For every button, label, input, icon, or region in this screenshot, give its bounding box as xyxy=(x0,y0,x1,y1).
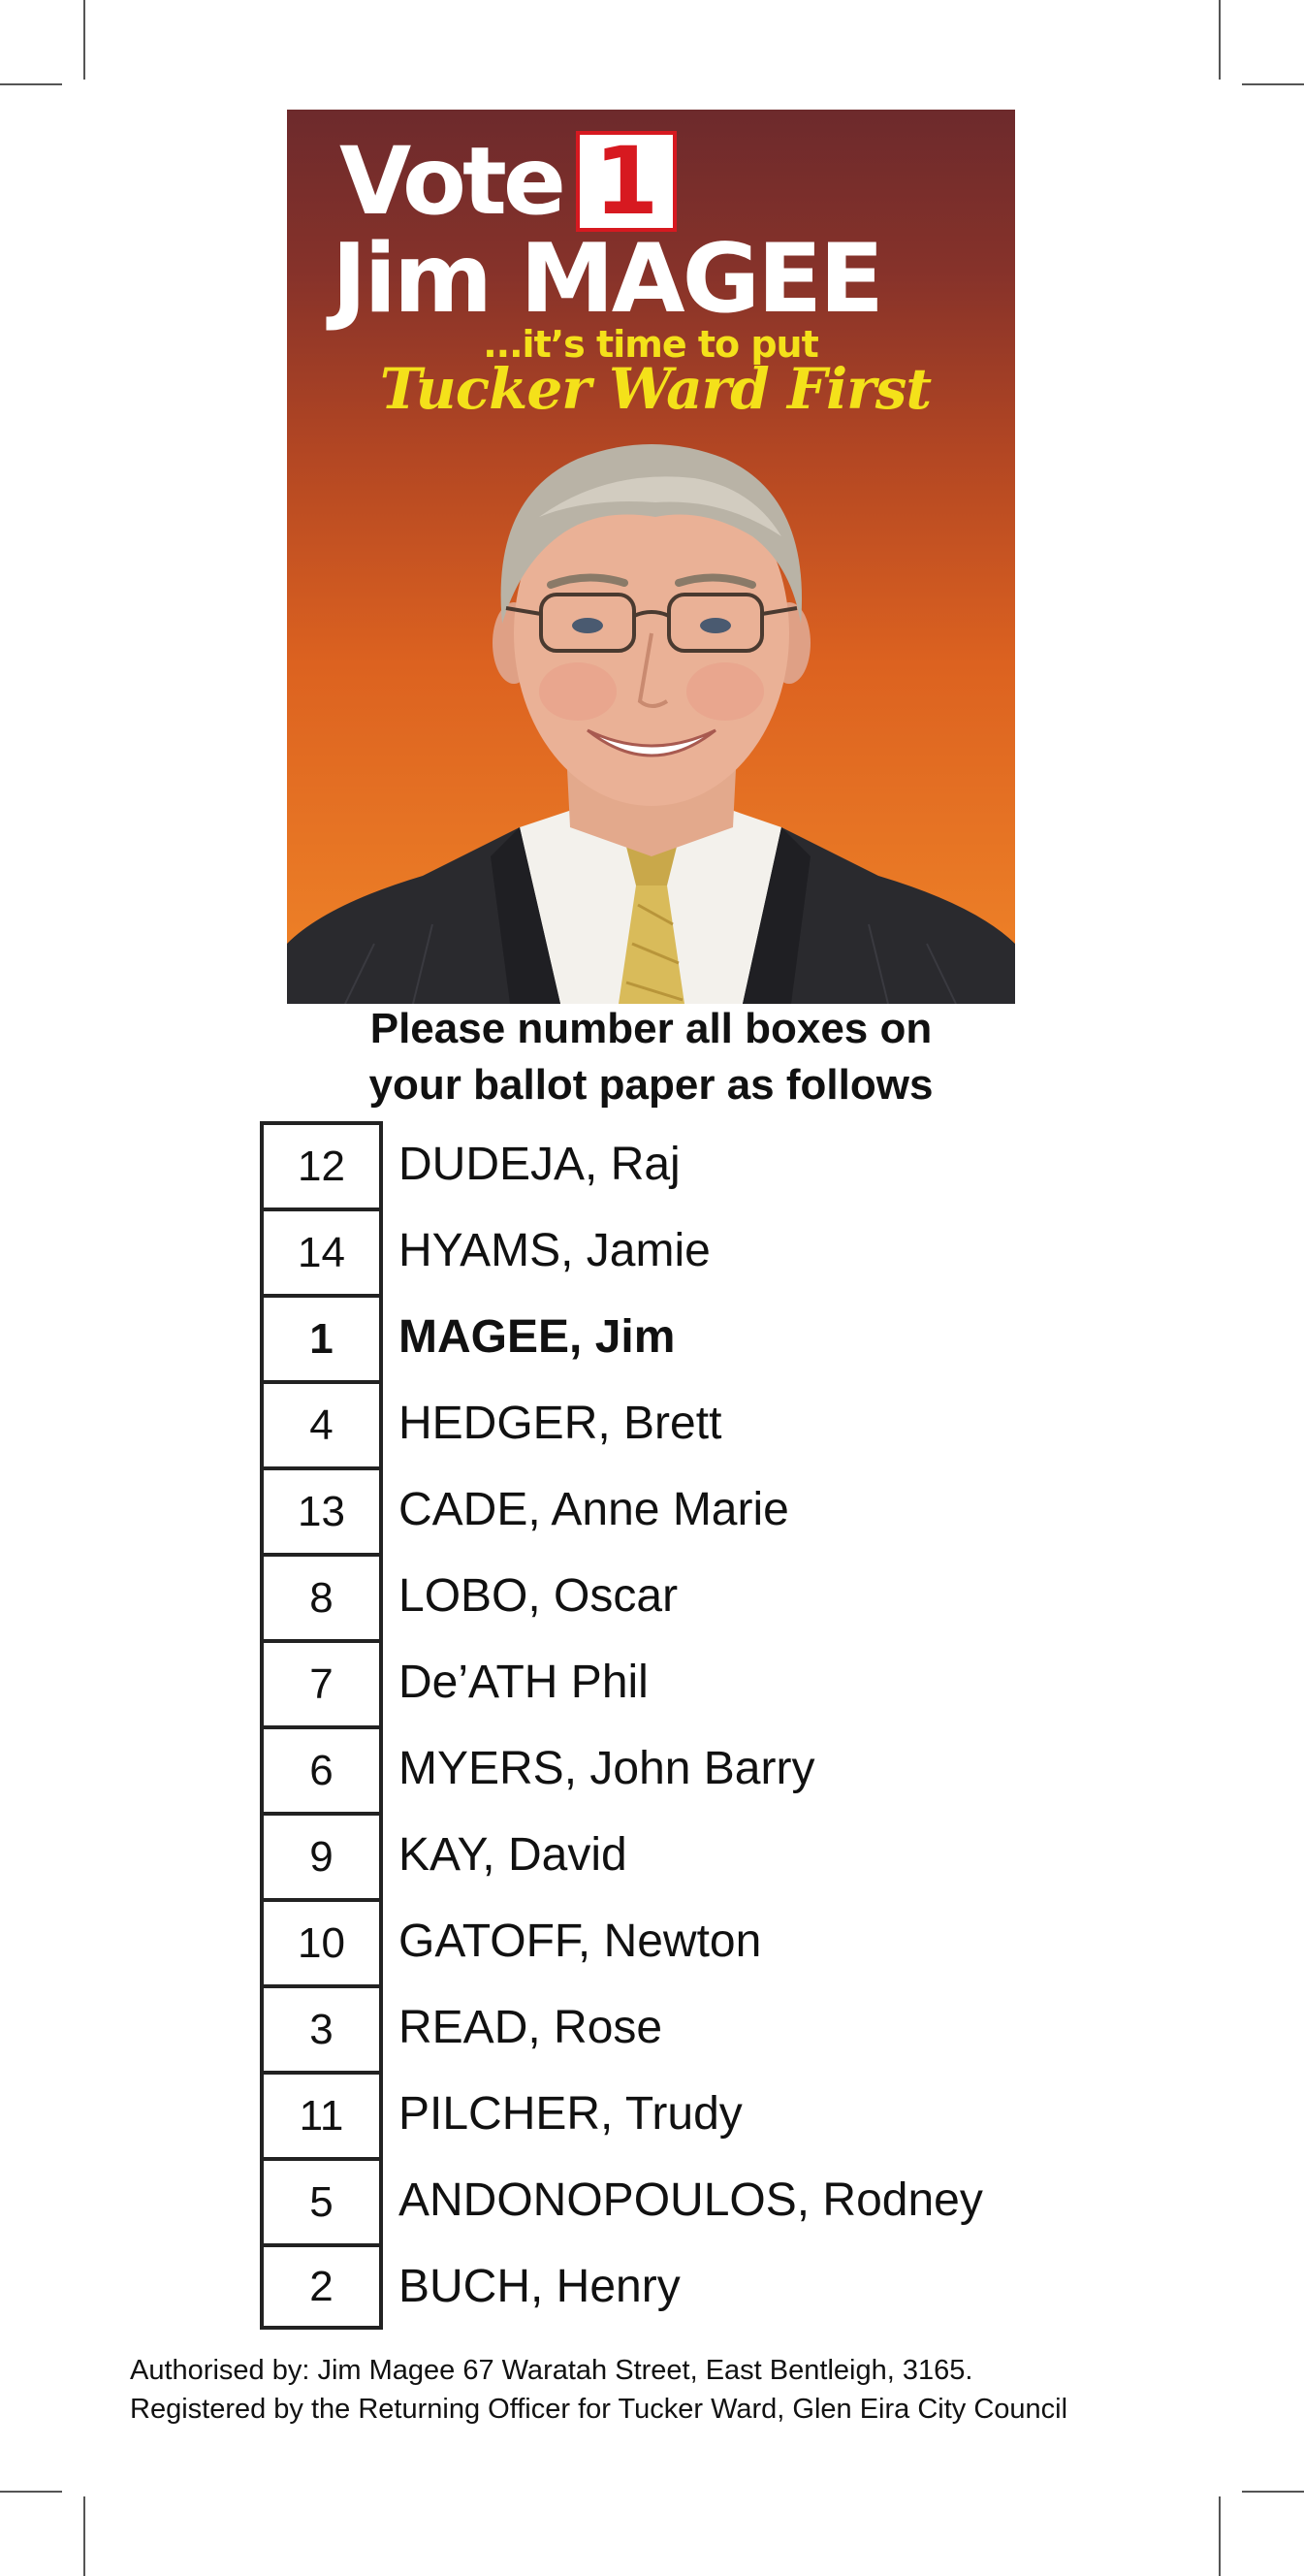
ballot-row xyxy=(260,1639,983,1725)
candidate-name: Jim MAGEE xyxy=(332,224,881,335)
preference-box: 14 xyxy=(260,1208,383,1294)
ballot-instruction xyxy=(287,1001,1015,1113)
ballot-row xyxy=(260,1984,983,2071)
ballot-list xyxy=(260,1121,983,2330)
ballot-row xyxy=(260,1898,983,1984)
footer-registered-by: Registered by the Returning Officer for Tucker Ward, Glen Eira City Council xyxy=(130,2394,1068,2425)
slogan-line-1: ...it’s time to put xyxy=(483,323,818,366)
crop-mark-bottom-left-h xyxy=(0,2491,62,2493)
candidate-label: ANDONOPOULOS, Rodney xyxy=(398,2174,983,2226)
crop-mark-bottom-right-h xyxy=(1242,2491,1304,2493)
preference-box: 8 xyxy=(260,1553,383,1639)
candidate-label: KAY, David xyxy=(398,1829,627,1881)
ballot-row xyxy=(260,1725,983,1812)
candidate-label: CADE, Anne Marie xyxy=(398,1484,789,1535)
ballot-row xyxy=(260,2071,983,2157)
candidate-label: HYAMS, Jamie xyxy=(398,1225,711,1276)
instruction-line-2: your ballot paper as follows xyxy=(368,1061,934,1109)
vote-word: Vote xyxy=(339,127,562,236)
ballot-row xyxy=(260,1553,983,1639)
candidate-label: MYERS, John Barry xyxy=(398,1743,815,1794)
vote-number: 1 xyxy=(593,127,659,236)
preference-box: 6 xyxy=(260,1725,383,1812)
ballot-row xyxy=(260,2243,983,2330)
ballot-row xyxy=(260,1121,983,1208)
crop-mark-top-left xyxy=(83,0,85,80)
ballot-row xyxy=(260,1466,983,1553)
crop-mark-top-right-h xyxy=(1242,83,1304,85)
preference-box: 10 xyxy=(260,1898,383,1984)
ballot-row xyxy=(260,2157,983,2243)
ballot-row xyxy=(260,1294,983,1380)
preference-box: 11 xyxy=(260,2071,383,2157)
candidate-label: GATOFF, Newton xyxy=(398,1916,762,1967)
crop-mark-bottom-left xyxy=(83,2496,85,2576)
candidate-label: HEDGER, Brett xyxy=(398,1398,722,1449)
preference-box: 5 xyxy=(260,2157,383,2243)
crop-mark-top-right xyxy=(1219,0,1221,80)
preference-box: 4 xyxy=(260,1380,383,1466)
authorisation-footer xyxy=(130,2351,1245,2429)
preference-box: 3 xyxy=(260,1984,383,2071)
candidate-label: PILCHER, Trudy xyxy=(398,2088,743,2140)
slogan-line-2: Tucker Ward First xyxy=(379,356,932,422)
candidate-label: BUCH, Henry xyxy=(398,2261,681,2312)
crop-mark-bottom-right xyxy=(1219,2496,1221,2576)
ballot-row xyxy=(260,1812,983,1898)
preference-box: 13 xyxy=(260,1466,383,1553)
candidate-label: LOBO, Oscar xyxy=(398,1570,679,1622)
candidate-label: DUDEJA, Raj xyxy=(398,1139,681,1190)
candidate-label: READ, Rose xyxy=(398,2002,663,2053)
candidate-label: De’ATH Phil xyxy=(398,1657,649,1708)
instruction-line-1: Please number all boxes on xyxy=(369,1005,933,1052)
preference-box: 9 xyxy=(260,1812,383,1898)
footer-authorised-by: Authorised by: Jim Magee 67 Waratah Street, East Bentleigh, 3165. xyxy=(130,2355,973,2386)
vote-number-box xyxy=(576,127,677,236)
campaign-poster xyxy=(287,110,1015,1004)
preference-box: 1 xyxy=(260,1294,383,1380)
preference-box: 12 xyxy=(260,1121,383,1208)
candidate-label: MAGEE, Jim xyxy=(398,1311,676,1363)
ballot-row xyxy=(260,1380,983,1466)
vote-headline xyxy=(339,123,677,240)
candidate-portrait xyxy=(287,401,1015,1004)
ballot-row xyxy=(260,1208,983,1294)
crop-mark-top-left-h xyxy=(0,83,62,85)
preference-box: 2 xyxy=(260,2243,383,2330)
preference-box: 7 xyxy=(260,1639,383,1725)
